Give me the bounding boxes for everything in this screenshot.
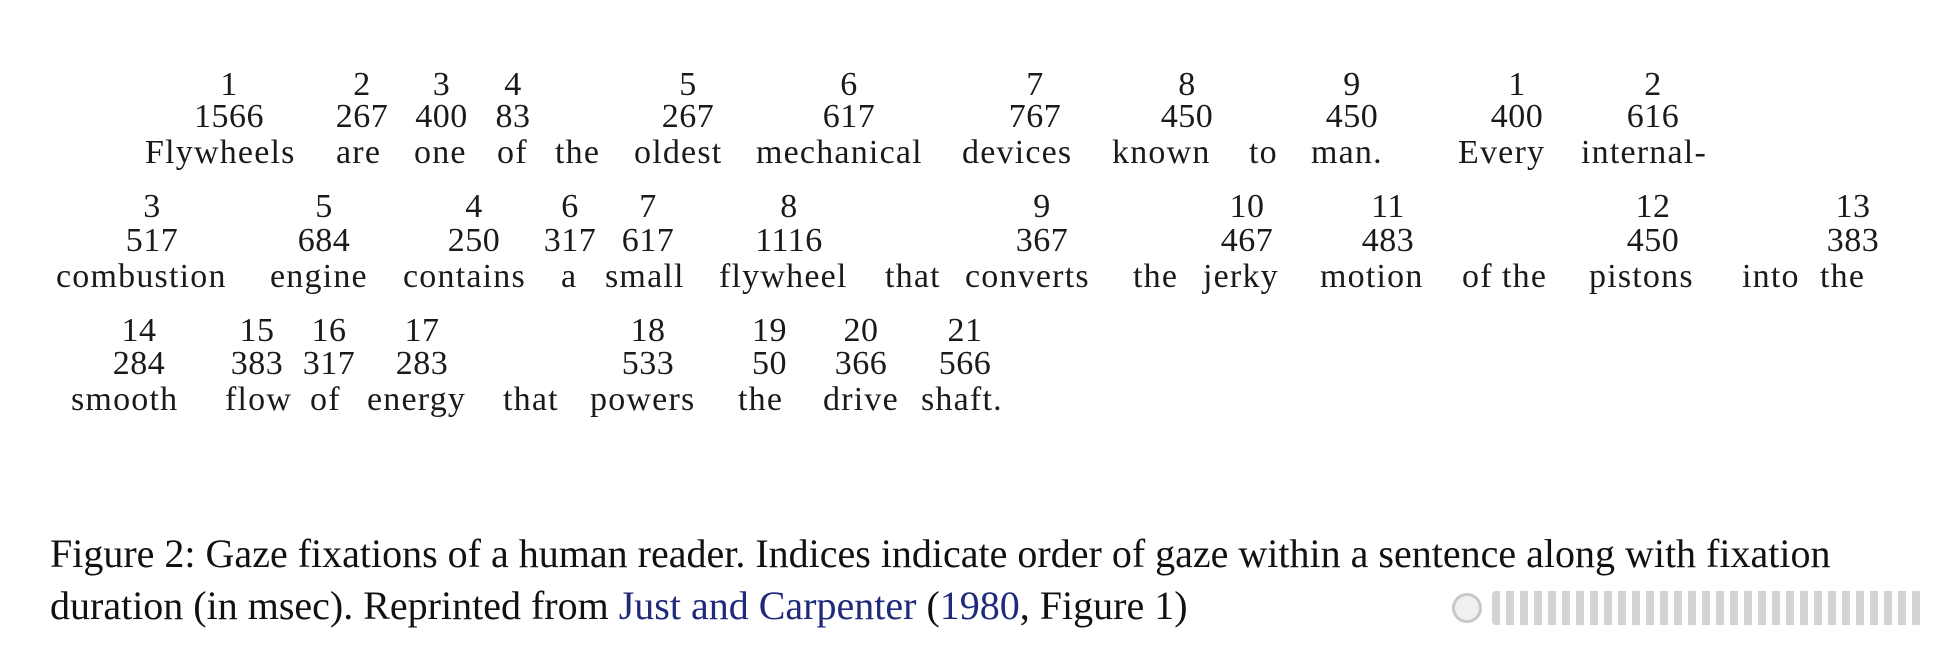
fixation-duration: 533 (621, 345, 675, 382)
fixation-index: 7 (1026, 66, 1044, 103)
fixation-duration: 366 (834, 345, 888, 382)
fixation-duration: 317 (302, 345, 356, 382)
fixation-index: 1 (220, 66, 238, 103)
fixation-duration: 383 (1826, 222, 1880, 259)
sentence-word: of (497, 134, 528, 171)
sentence-word: shaft. (921, 381, 1003, 418)
sentence-word: a (561, 258, 578, 295)
fixation-duration: 400 (415, 98, 468, 135)
fixation-index: 4 (465, 188, 483, 225)
fixation-duration: 467 (1220, 222, 1274, 259)
sentence-word: Every (1458, 134, 1546, 171)
sentence-word: the (738, 381, 784, 418)
fixation-index: 3 (432, 66, 451, 103)
sentence-word: the (1502, 258, 1548, 295)
sentence-word: the (1820, 258, 1866, 295)
fixation-index: 20 (843, 312, 879, 349)
fixation-duration: 566 (938, 345, 992, 382)
fixation-index: 1 (1508, 66, 1526, 103)
sentence-word: the (555, 134, 601, 171)
fixation-index: 9 (1033, 188, 1051, 225)
fixation-duration: 267 (335, 98, 389, 135)
fixation-index: 12 (1635, 188, 1671, 225)
sentence-word: combustion (56, 258, 227, 295)
sentence-word: man. (1311, 134, 1383, 171)
watermark (1452, 588, 1922, 628)
fixation-duration: 250 (447, 222, 501, 259)
fixation-duration: 483 (1361, 222, 1415, 259)
caption-text-end: , Figure 1) (1019, 583, 1188, 628)
fixation-index: 14 (121, 312, 157, 349)
fixation-index: 2 (353, 66, 371, 103)
fixation-index: 13 (1835, 188, 1871, 225)
sentence-word: one (414, 134, 467, 171)
sentence-word: into (1742, 258, 1800, 295)
sentence-word: drive (823, 381, 899, 418)
sentence-word: of (1462, 258, 1493, 295)
fixation-duration: 1566 (194, 98, 264, 135)
fixation-duration: 83 (495, 98, 531, 135)
fixation-duration: 317 (543, 222, 597, 259)
sentence-word: mechanical (756, 134, 923, 171)
sentence-word: flow (225, 381, 293, 418)
sentence-word: flywheel (719, 258, 848, 295)
caption-paren-open: ( (916, 583, 940, 628)
watermark-logo-icon (1452, 593, 1482, 623)
fixation-duration: 684 (297, 222, 351, 259)
sentence-word: motion (1320, 258, 1424, 295)
fixation-index: 16 (311, 312, 347, 349)
fixation-index: 17 (404, 312, 440, 349)
watermark-text-blur (1492, 591, 1922, 625)
sentence-word: powers (590, 381, 696, 418)
fixation-duration: 50 (752, 345, 787, 382)
fixation-index: 19 (752, 312, 787, 349)
fixation-duration: 383 (230, 345, 284, 382)
sentence-word: oldest (634, 134, 723, 171)
citation-authors-link[interactable]: Just and Carpenter (618, 583, 917, 628)
fixation-index: 5 (679, 66, 697, 103)
fixation-duration: 617 (621, 222, 675, 259)
fixation-duration: 616 (1626, 98, 1680, 135)
fixation-duration: 767 (1008, 98, 1062, 135)
fixation-index: 15 (239, 312, 275, 349)
fixation-duration: 517 (125, 222, 179, 259)
fixation-index: 5 (315, 188, 333, 225)
fixation-index: 8 (1178, 66, 1196, 103)
sentence-word: smooth (71, 381, 179, 418)
fixation-duration: 450 (1325, 98, 1379, 135)
fixation-duration: 617 (822, 98, 876, 135)
fixation-duration: 400 (1490, 98, 1544, 135)
sentence-word: of (310, 381, 341, 418)
fixation-duration: 367 (1015, 222, 1069, 259)
fixation-index: 4 (504, 66, 522, 103)
sentence-word: Flywheels (145, 134, 296, 171)
fixation-duration: 283 (395, 345, 449, 382)
fixation-index: 2 (1644, 66, 1662, 103)
fixation-index: 9 (1343, 66, 1361, 103)
caption-text: Figure 2: Gaze fixations of a human reader. Indices indicate order of gaze within a sentence along with fixation duration (in msec). Reprinted from (50, 531, 1831, 628)
sentence-word: to (1249, 134, 1278, 171)
sentence-word: devices (962, 134, 1073, 171)
fixation-index: 10 (1229, 188, 1265, 225)
sentence-word: the (1133, 258, 1179, 295)
sentence-word: pistons (1589, 258, 1694, 295)
fixation-index: 8 (780, 188, 798, 225)
fixation-duration: 267 (661, 98, 715, 135)
sentence-word: jerky (1203, 258, 1279, 295)
citation-year-link[interactable]: 1980 (939, 583, 1020, 628)
sentence-word: small (605, 258, 685, 295)
fixation-duration: 450 (1160, 98, 1214, 135)
fixation-index: 18 (630, 312, 666, 349)
fixation-duration: 1116 (755, 222, 823, 259)
fixation-index: 7 (639, 188, 657, 225)
fixation-duration: 450 (1626, 222, 1680, 259)
sentence-word: that (885, 258, 941, 295)
sentence-word: that (503, 381, 559, 418)
sentence-word: contains (403, 258, 526, 295)
sentence-word: known (1112, 134, 1211, 171)
fixation-index: 11 (1371, 188, 1405, 225)
sentence-word: internal- (1581, 134, 1707, 171)
sentence-word: engine (270, 258, 368, 295)
fixation-index: 21 (947, 312, 983, 349)
sentence-word: converts (965, 258, 1090, 295)
fixation-index: 6 (561, 188, 579, 225)
fixation-index: 6 (840, 66, 858, 103)
sentence-word: are (336, 134, 382, 171)
sentence-word: energy (367, 381, 467, 418)
fixation-duration: 284 (112, 345, 166, 382)
fixation-index: 3 (143, 188, 161, 225)
